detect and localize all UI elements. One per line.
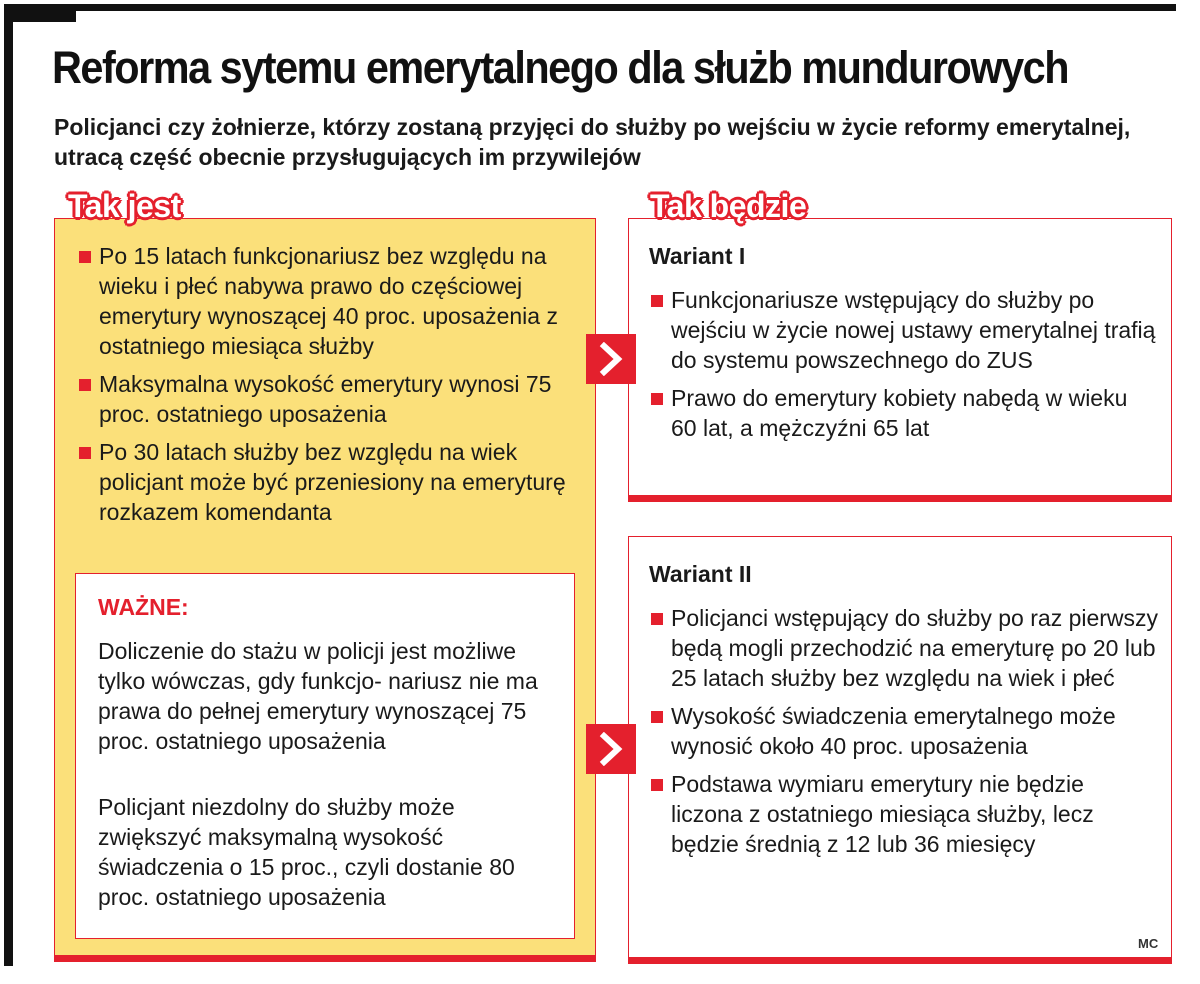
variant-2-title: Wariant II <box>649 561 752 587</box>
bullet-text: Policjanci wstępujący do służby po raz pierwszy będą mogli przechodzić na emeryturę po 20 lub 25 latach służby bez względu na wiek i płeć <box>671 605 1159 691</box>
list-item <box>649 769 1159 859</box>
list-item <box>77 369 587 429</box>
square-bullet-icon <box>79 447 91 459</box>
page-title: Reforma sytemu emerytalnego dla służb mundurowych <box>52 42 1069 93</box>
variant-2-list <box>649 603 1159 859</box>
chevron-right-icon <box>586 724 636 774</box>
bullet-text: Prawo do emerytury kobiety nabędą w wieku 60 lat, a mężczyźni 65 lat <box>671 385 1128 441</box>
bullet-text: Po 30 latach służby bez względu na wiek policjant może być przeniesiony na emeryturę rozkazem komendanta <box>99 439 566 525</box>
variant-2-panel <box>628 536 1172 964</box>
frame-corner <box>4 4 76 22</box>
variant-1-list <box>649 285 1159 443</box>
square-bullet-icon <box>651 295 663 307</box>
bullet-text: Wysokość świadczenia emerytalnego może wynosić około 40 proc. uposażenia <box>671 703 1116 759</box>
frame-top-border <box>4 4 1176 11</box>
author-credit: MC <box>1138 936 1159 951</box>
list-item <box>77 437 587 527</box>
bullet-text: Funkcjonariusze wstępujący do służby po wejściu w życie nowej ustawy emerytalnej trafią do systemu powszechnego do ZUS <box>671 287 1156 373</box>
square-bullet-icon <box>651 613 663 625</box>
list-item <box>649 383 1159 443</box>
list-item <box>649 603 1159 693</box>
square-bullet-icon <box>79 251 91 263</box>
list-item <box>649 285 1159 375</box>
variant-1-panel <box>628 218 1172 502</box>
list-item <box>649 701 1159 761</box>
current-state-list <box>77 241 587 535</box>
current-state-label: Tak jest <box>68 188 181 224</box>
current-state-panel <box>54 218 596 962</box>
variant-1-title: Wariant I <box>649 243 746 269</box>
bullet-text: Po 15 latach funkcjonariusz bez względu na wieku i płeć nabywa prawo do częściowej emerytury wynoszącej 40 proc. uposażenia z ostatniego miesiąca służby <box>99 243 558 359</box>
frame-left-border <box>4 4 13 966</box>
square-bullet-icon <box>79 379 91 391</box>
future-state-label: Tak będzie <box>650 188 807 224</box>
important-note-box <box>75 573 575 939</box>
square-bullet-icon <box>651 393 663 405</box>
page-subtitle: Policjanci czy żołnierze, którzy zostaną przyjęci do służby po wejściu w życie reformy emerytalnej, utracą część obecnie przysługujących im przywilejów <box>54 114 1131 170</box>
bullet-text: Maksymalna wysokość emerytury wynosi 75 proc. ostatniego uposażenia <box>99 371 552 427</box>
square-bullet-icon <box>651 711 663 723</box>
square-bullet-icon <box>651 779 663 791</box>
chevron-right-icon <box>586 334 636 384</box>
important-note-title: WAŻNE: <box>98 594 189 620</box>
important-note-paragraph-2: Policjant niezdolny do służby może zwiększyć maksymalną wysokość świadczenia o 15 proc., czyli dostanie 80 proc. ostatniego uposażenia <box>98 794 515 910</box>
list-item <box>77 241 587 361</box>
bullet-text: Podstawa wymiaru emerytury nie będzie liczona z ostatniego miesiąca służby, lecz będzie średnią z 12 lub 36 miesięcy <box>671 771 1094 857</box>
important-note-paragraph-1: Doliczenie do stażu w policji jest możliwe tylko wówczas, gdy funkcjo- nariusz nie ma prawa do pełnej emerytury wynoszącej 75 proc. ostatniego uposażenia <box>98 638 538 754</box>
